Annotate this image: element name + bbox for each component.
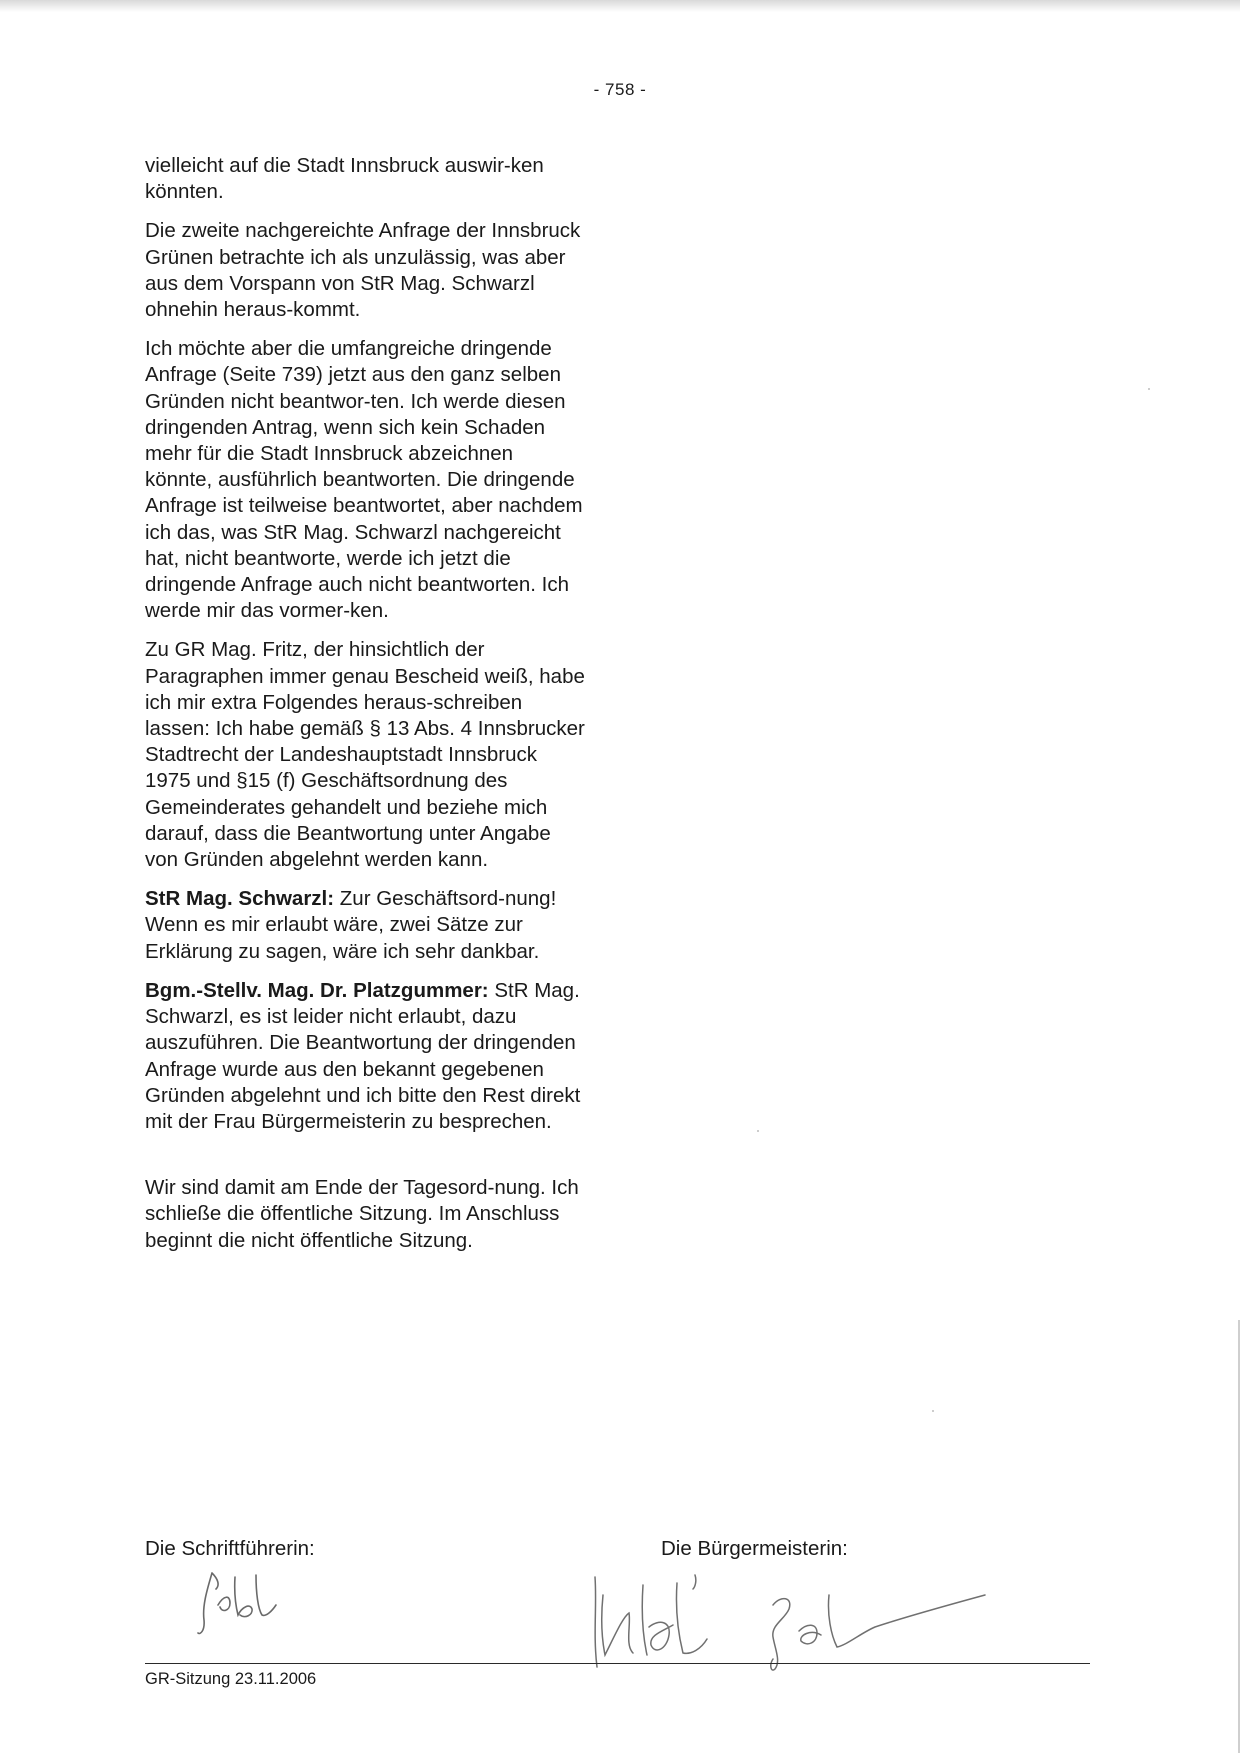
paragraph-1-text: vielleicht auf die Stadt Innsbruck auswir-ken könnten. <box>145 154 544 204</box>
paragraph-1 <box>145 153 585 205</box>
scan-edge <box>0 0 1240 12</box>
paragraph-6 <box>145 978 585 1135</box>
footer-session-date: GR-Sitzung 23.11.2006 <box>145 1670 317 1688</box>
paragraph-6-text: StR Mag. Schwarzl, es ist leider nicht erlaubt, dazu auszuführen. Die Beantwortung der dringenden Anfrage wurde aus den bekannt gegebenen Gründen abgelehnt und ich bitte den Rest direkt mit der Frau Bürgermeisterin zu besprechen. <box>145 978 581 1133</box>
footer-divider <box>145 1663 1090 1664</box>
page-number: - 758 - <box>593 80 647 99</box>
paragraph-2 <box>145 218 585 323</box>
mayor-signature-icon <box>585 1565 995 1675</box>
scan-speck <box>757 1130 759 1132</box>
paragraph-5 <box>145 886 585 965</box>
paragraph-5-text: Zur Geschäftsord-nung! Wenn es mir erlaubt wäre, zwei Sätze zur Erklärung zu sagen, wäre ich sehr dankbar. <box>145 887 557 963</box>
text-column <box>145 153 585 1267</box>
paragraph-3-text: Ich möchte aber die umfangreiche dringende Anfrage (Seite 739) jetzt aus den ganz selben Gründen nicht beantwor-ten. Ich werde diesen dringenden Antrag, wenn sich kein Schaden mehr für die Stadt Innsbruck abzeichnen könnte, ausführlich beantworten. Die dringende Anfrage ist teilweise beantwortet, aber nachdem ich das, was StR Mag. Schwarzl nachgereicht hat, nicht beantworte, werde ich jetzt die dringende Anfrage auch nicht beantworten. Ich werde mir das vormer-ken. <box>145 337 583 623</box>
scan-speck <box>1148 388 1150 390</box>
paragraph-4-text: Zu GR Mag. Fritz, der hinsichtlich der Paragraphen immer genau Bescheid weiß, habe ich mir extra Folgendes heraus-schreiben lassen: Ich habe gemäß § 13 Abs. 4 Innsbrucker Stadtrecht der Landeshauptstadt Innsbruck 1975 und §15 (f) Geschäftsordnung des Gemeinderates gehandelt und beziehe mich darauf, dass die Beantwortung unter Angabe von Gründen abgelehnt werden kann. <box>145 638 585 872</box>
paragraph-4 <box>145 637 585 873</box>
paragraph-7 <box>145 1175 585 1254</box>
secretary-signature-label: Die Schriftführerin: <box>145 1537 315 1560</box>
paragraph-2-text: Die zweite nachgereichte Anfrage der Innsbruck Grünen betrachte ich als unzulässig, was aber aus dem Vorspann von StR Mag. Schwarzl ohnehin heraus-kommt. <box>145 219 581 322</box>
speaker-platzgummer: Bgm.-Stellv. Mag. Dr. Platzgummer: <box>145 978 489 1002</box>
paragraph-7-text: Wir sind damit am Ende der Tagesord-nung. Ich schließe die öffentliche Sitzung. Im Anschluss beginnt die nicht öffentliche Sitzung. <box>145 1176 579 1252</box>
scan-speck <box>932 1410 934 1412</box>
secretary-signature-icon <box>190 1565 300 1645</box>
paragraph-3 <box>145 336 585 624</box>
mayor-signature-label: Die Bürgermeisterin: <box>661 1537 848 1560</box>
speaker-schwarzl: StR Mag. Schwarzl: <box>145 887 335 911</box>
